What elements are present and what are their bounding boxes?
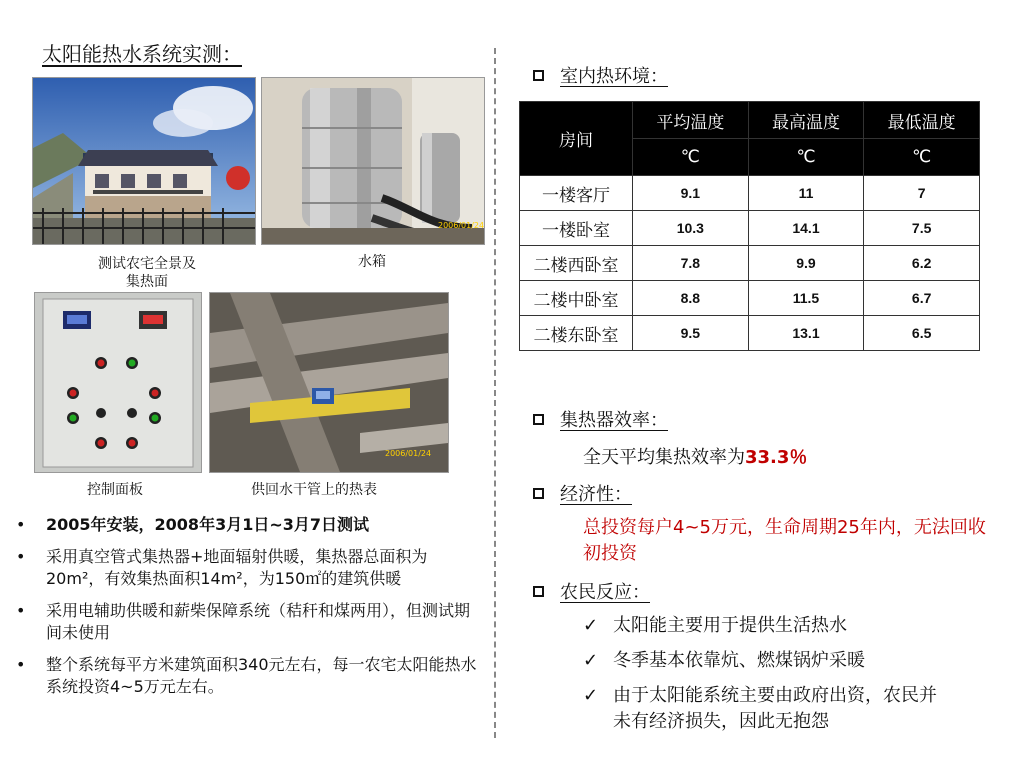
bullet-dot: • bbox=[16, 655, 26, 674]
heat-meter-date-stamp: 2006/01/24 bbox=[385, 449, 432, 458]
square-bullet-icon bbox=[533, 414, 544, 425]
water-tank-photo bbox=[261, 77, 485, 245]
feedback-item: ✓ 太阳能主要用于提供生活热水 bbox=[583, 613, 993, 639]
left-bullet-4: • 整个系统每平方米建筑面积340元左右，每一农宅太阳能热水系统投资4~5万元左右。 bbox=[12, 654, 482, 698]
table-unit-avg: ℃ bbox=[633, 139, 749, 176]
table-row: 二楼中卧室 8.8 11.5 6.7 bbox=[520, 281, 980, 316]
house-photo-caption: 测试农宅全景及 集热面 bbox=[98, 256, 196, 290]
indoor-temperature-table bbox=[519, 101, 980, 351]
water-tank-date-stamp: 2006/01/24 bbox=[438, 221, 484, 230]
left-bullet-list bbox=[12, 514, 482, 708]
water-tank-photo-caption: 水箱 bbox=[358, 254, 386, 270]
feedback-heading: 农民反应： bbox=[533, 578, 650, 604]
table-header-min: 最低温度 bbox=[864, 102, 980, 139]
feedback-item: ✓ 由于太阳能系统主要由政府出资，农民并未有经济损失，因此无抱怨 bbox=[583, 683, 993, 735]
table-unit-max: ℃ bbox=[748, 139, 864, 176]
control-panel-photo bbox=[34, 292, 202, 473]
table-row: 二楼西卧室 7.8 9.9 6.2 bbox=[520, 246, 980, 281]
heat-meter-photo-caption: 供回水干管上的热表 bbox=[251, 482, 377, 498]
table-row: 一楼卧室 10.3 14.1 7.5 bbox=[520, 211, 980, 246]
table-unit-min: ℃ bbox=[864, 139, 980, 176]
heat-meter-photo bbox=[209, 292, 449, 473]
square-bullet-icon bbox=[533, 70, 544, 81]
table-row: 一楼客厅 9.1 11 7 bbox=[520, 176, 980, 211]
left-bullet-1: • 2005年安装，2008年3月1日~3月7日测试 bbox=[12, 514, 482, 536]
left-bullet-2: • 采用真空管式集热器+地面辐射供暖，集热器总面积为20m²，有效集热面积14m²，为150㎡的建筑供暖 bbox=[12, 546, 482, 590]
efficiency-text: 全天平均集热效率为33.3％ bbox=[583, 447, 808, 468]
square-bullet-icon bbox=[533, 488, 544, 499]
efficiency-heading: 集热器效率： bbox=[533, 406, 668, 432]
table-row: 二楼东卧室 9.5 13.1 6.5 bbox=[520, 316, 980, 351]
house-photo bbox=[32, 77, 256, 245]
efficiency-value: 33.3％ bbox=[745, 447, 808, 468]
table-header-max: 最高温度 bbox=[748, 102, 864, 139]
bullet-dot: • bbox=[16, 601, 26, 620]
table-header-avg: 平均温度 bbox=[633, 102, 749, 139]
checkmark-icon: ✓ bbox=[583, 685, 599, 706]
indoor-heading: 室内热环境： bbox=[533, 62, 668, 88]
bullet-dot: • bbox=[16, 515, 26, 534]
economy-heading: 经济性： bbox=[533, 480, 632, 506]
dashed-divider bbox=[494, 48, 496, 738]
table-header-room: 房间 bbox=[520, 102, 633, 176]
left-bullet-3: • 采用电辅助供暖和薪柴保障系统（秸秆和煤两用），但测试期间未使用 bbox=[12, 600, 482, 644]
control-panel-photo-caption: 控制面板 bbox=[87, 482, 143, 498]
economy-text: 总投资每户4~5万元，生命周期25年内，无法回收初投资 bbox=[583, 517, 986, 564]
feedback-list bbox=[583, 613, 993, 735]
bullet-dot: • bbox=[16, 547, 26, 566]
feedback-item: ✓ 冬季基本依靠炕、燃煤锅炉采暖 bbox=[583, 648, 993, 674]
page-title: 太阳能热水系统实测： bbox=[42, 42, 242, 66]
checkmark-icon: ✓ bbox=[583, 615, 599, 636]
square-bullet-icon bbox=[533, 586, 544, 597]
checkmark-icon: ✓ bbox=[583, 650, 599, 671]
